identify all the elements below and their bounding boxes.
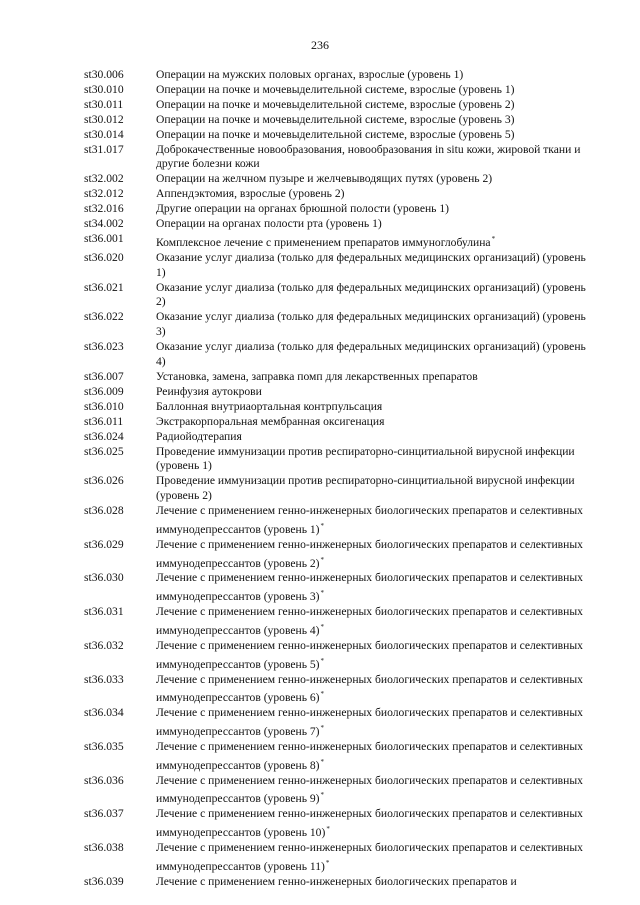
item-description	[156, 113, 594, 128]
item-description	[156, 807, 594, 841]
list-item	[84, 571, 594, 605]
item-code: st36.032	[84, 638, 124, 652]
list-item	[84, 187, 594, 202]
list-item	[84, 706, 594, 740]
item-text: Операции на желчном пузыре и желчевыводящих путях (уровень 2)	[156, 172, 493, 186]
item-code: st36.025	[84, 444, 124, 458]
item-description	[156, 474, 594, 504]
item-text: Лечение с применением генно-инженерных биологических препаратов и селективных иммунодепрессантов (уровень 5)	[156, 638, 583, 671]
item-description	[156, 251, 594, 281]
item-description	[156, 400, 594, 415]
item-code: st36.011	[84, 414, 124, 428]
item-description	[156, 740, 594, 774]
item-code: st32.016	[84, 202, 124, 216]
item-text: Лечение с применением генно-инженерных биологических препаратов и селективных иммунодепрессантов (уровень 4)	[156, 605, 583, 637]
list-item	[84, 340, 594, 370]
list-item	[84, 504, 594, 538]
item-code: st36.001	[84, 231, 124, 245]
item-description	[156, 68, 594, 83]
list-item	[84, 774, 594, 808]
item-description	[156, 445, 594, 475]
item-text: Оказание услуг диализа (только для федеральных медицинских организаций) (уровень 4)	[156, 340, 586, 369]
item-description	[156, 340, 594, 370]
item-code: st36.035	[84, 739, 124, 753]
list-item	[84, 740, 594, 774]
list-item	[84, 143, 594, 173]
item-description	[156, 385, 594, 400]
item-code: st36.020	[84, 250, 124, 264]
list-item	[84, 172, 594, 187]
footnote-marker: *	[320, 724, 325, 733]
list-item	[84, 113, 594, 128]
item-description	[156, 83, 594, 98]
item-text: Комплексное лечение с применением препаратов иммуноглобулина	[156, 235, 491, 249]
list-item	[84, 68, 594, 83]
list-item	[84, 310, 594, 340]
item-text: Баллонная внутриаортальная контрпульсация	[156, 399, 383, 413]
item-description	[156, 217, 594, 232]
item-text: Операции на мужских половых органах, взрослые (уровень 1)	[156, 68, 464, 81]
list-item	[84, 673, 594, 707]
item-code: st36.028	[84, 504, 124, 518]
item-description	[156, 538, 594, 572]
list-item	[84, 202, 594, 217]
footnote-marker: *	[320, 589, 325, 598]
list-item	[84, 385, 594, 400]
item-text: Лечение с применением генно-инженерных биологических препаратов и селективных иммунодепрессантов (уровень 8)	[156, 739, 583, 772]
item-text: Другие операции на органах брюшной полости (уровень 1)	[156, 202, 450, 216]
list-item	[84, 807, 594, 841]
item-text: Проведение иммунизации против респираторно-синцитиальной вирусной инфекции (уровень 1)	[156, 444, 575, 473]
item-text: Проведение иммунизации против респираторно-синцитиальной вирусной инфекции (уровень 2)	[156, 474, 575, 503]
footnote-marker: *	[326, 825, 330, 834]
footnote-marker: *	[320, 690, 325, 699]
item-code: st36.021	[84, 280, 124, 294]
item-text: Операции на почке и мочевыделительной системе, взрослые (уровень 5)	[156, 127, 515, 141]
item-code: st30.012	[84, 112, 124, 126]
footnote-marker: *	[320, 656, 325, 665]
item-description	[156, 774, 594, 808]
item-code: st34.002	[84, 217, 124, 231]
item-text: Реинфузия аутокрови	[156, 384, 262, 398]
item-code: st30.011	[84, 97, 124, 111]
list-item	[84, 128, 594, 143]
item-code: st31.017	[84, 142, 124, 156]
item-code: st30.010	[84, 82, 124, 96]
item-text: Операции на почке и мочевыделительной системе, взрослые (уровень 2)	[156, 97, 515, 111]
item-description	[156, 98, 594, 113]
item-description	[156, 232, 594, 251]
item-text: Лечение с применением генно-инженерных биологических препаратов и селективных иммунодепрессантов (уровень 10)	[156, 807, 583, 839]
list-item	[84, 474, 594, 504]
item-description	[156, 605, 594, 639]
item-text: Лечение с применением генно-инженерных биологических препаратов и селективных иммунодепрессантов (уровень 6)	[156, 672, 583, 705]
item-text: Лечение с применением генно-инженерных биологических препаратов и селективных иммунодепрессантов (уровень 11)	[156, 840, 583, 873]
list-item	[84, 400, 594, 415]
item-text: Лечение с применением генно-инженерных биологических препаратов и селективных иммунодепрессантов (уровень 2)	[156, 537, 583, 570]
item-text: Операции на почке и мочевыделительной системе, взрослые (уровень 1)	[156, 82, 515, 96]
list-item	[84, 430, 594, 445]
item-description	[156, 841, 594, 875]
item-code: st36.038	[84, 840, 124, 854]
list-item	[84, 841, 594, 875]
list-item	[84, 538, 594, 572]
item-text: Аппендэктомия, взрослые (уровень 2)	[156, 187, 345, 201]
item-code: st30.014	[84, 127, 124, 141]
item-text: Оказание услуг диализа (только для федеральных медицинских организаций) (уровень 3)	[156, 310, 586, 339]
footnote-marker: *	[325, 858, 330, 867]
footnote-marker: *	[320, 555, 325, 564]
list-item	[84, 639, 594, 673]
item-code: st36.031	[84, 605, 124, 619]
list-item	[84, 605, 594, 639]
item-code: st36.030	[84, 571, 124, 585]
item-code: st36.024	[84, 429, 124, 443]
item-code: st36.036	[84, 773, 124, 787]
item-code: st36.039	[84, 874, 124, 888]
item-text: Лечение с применением генно-инженерных биологических препаратов и селективных иммунодепрессантов (уровень 9)	[156, 773, 583, 806]
item-code: st30.006	[84, 68, 124, 81]
item-code: st36.010	[84, 399, 124, 413]
footnote-marker: *	[320, 623, 325, 632]
list-item	[84, 98, 594, 113]
item-code: st36.037	[84, 807, 124, 821]
list-item	[84, 445, 594, 475]
item-code: st36.033	[84, 672, 124, 686]
item-text: Лечение с применением генно-инженерных биологических препаратов и селективных иммунодепрессантов (уровень 3)	[156, 571, 583, 604]
item-description	[156, 875, 594, 890]
item-description	[156, 639, 594, 673]
item-code: st36.026	[84, 474, 124, 488]
item-text: Лечение с применением генно-инженерных биологических препаратов и селективных иммунодепрессантов (уровень 1)	[156, 504, 583, 536]
item-code: st32.002	[84, 172, 124, 186]
list-item	[84, 415, 594, 430]
item-code: st36.007	[84, 369, 124, 383]
item-description	[156, 571, 594, 605]
item-description	[156, 128, 594, 143]
item-text: Оказание услуг диализа (только для федеральных медицинских организаций) (уровень 1)	[156, 250, 586, 279]
item-description	[156, 172, 594, 187]
item-code: st36.034	[84, 706, 124, 720]
list-item	[84, 251, 594, 281]
item-description	[156, 415, 594, 430]
item-description	[156, 310, 594, 340]
item-text: Радиойодтерапия	[156, 429, 242, 443]
item-text: Операции на органах полости рта (уровень 1)	[156, 217, 382, 231]
item-description	[156, 504, 594, 538]
item-code: st36.029	[84, 537, 124, 551]
item-text: Лечение с применением генно-инженерных биологических препаратов и селективных иммунодепрессантов (уровень 7)	[156, 706, 583, 738]
item-text: Доброкачественные новообразования, новообразования in situ кожи, жировой ткани и другие болезни кожи	[156, 142, 581, 171]
footnote-marker: *	[320, 522, 325, 531]
item-text: Операции на почке и мочевыделительной системе, взрослые (уровень 3)	[156, 112, 515, 126]
item-description	[156, 202, 594, 217]
item-code: st36.022	[84, 310, 124, 324]
code-list	[84, 68, 594, 889]
item-code: st36.009	[84, 384, 124, 398]
list-item	[84, 370, 594, 385]
list-item	[84, 232, 594, 251]
item-description	[156, 281, 594, 311]
item-description	[156, 430, 594, 445]
item-description	[156, 143, 594, 173]
item-text: Установка, замена, заправка помп для лекарственных препаратов	[156, 369, 478, 383]
item-description	[156, 187, 594, 202]
item-description	[156, 673, 594, 707]
list-item	[84, 281, 594, 311]
item-description	[156, 370, 594, 385]
item-text: Лечение с применением генно-инженерных биологических препаратов и	[156, 874, 517, 888]
item-code: st36.023	[84, 340, 124, 354]
footnote-marker: *	[320, 757, 325, 766]
footnote-marker: *	[491, 234, 496, 243]
page-number: 236	[311, 38, 329, 52]
item-description	[156, 706, 594, 740]
list-item	[84, 217, 594, 232]
list-item	[84, 875, 594, 890]
item-code: st32.012	[84, 187, 124, 201]
footnote-marker: *	[320, 791, 325, 800]
list-item	[84, 83, 594, 98]
item-text: Оказание услуг диализа (только для федеральных медицинских организаций) (уровень 2)	[156, 280, 586, 309]
item-text: Экстракорпоральная мембранная оксигенация	[156, 414, 385, 428]
